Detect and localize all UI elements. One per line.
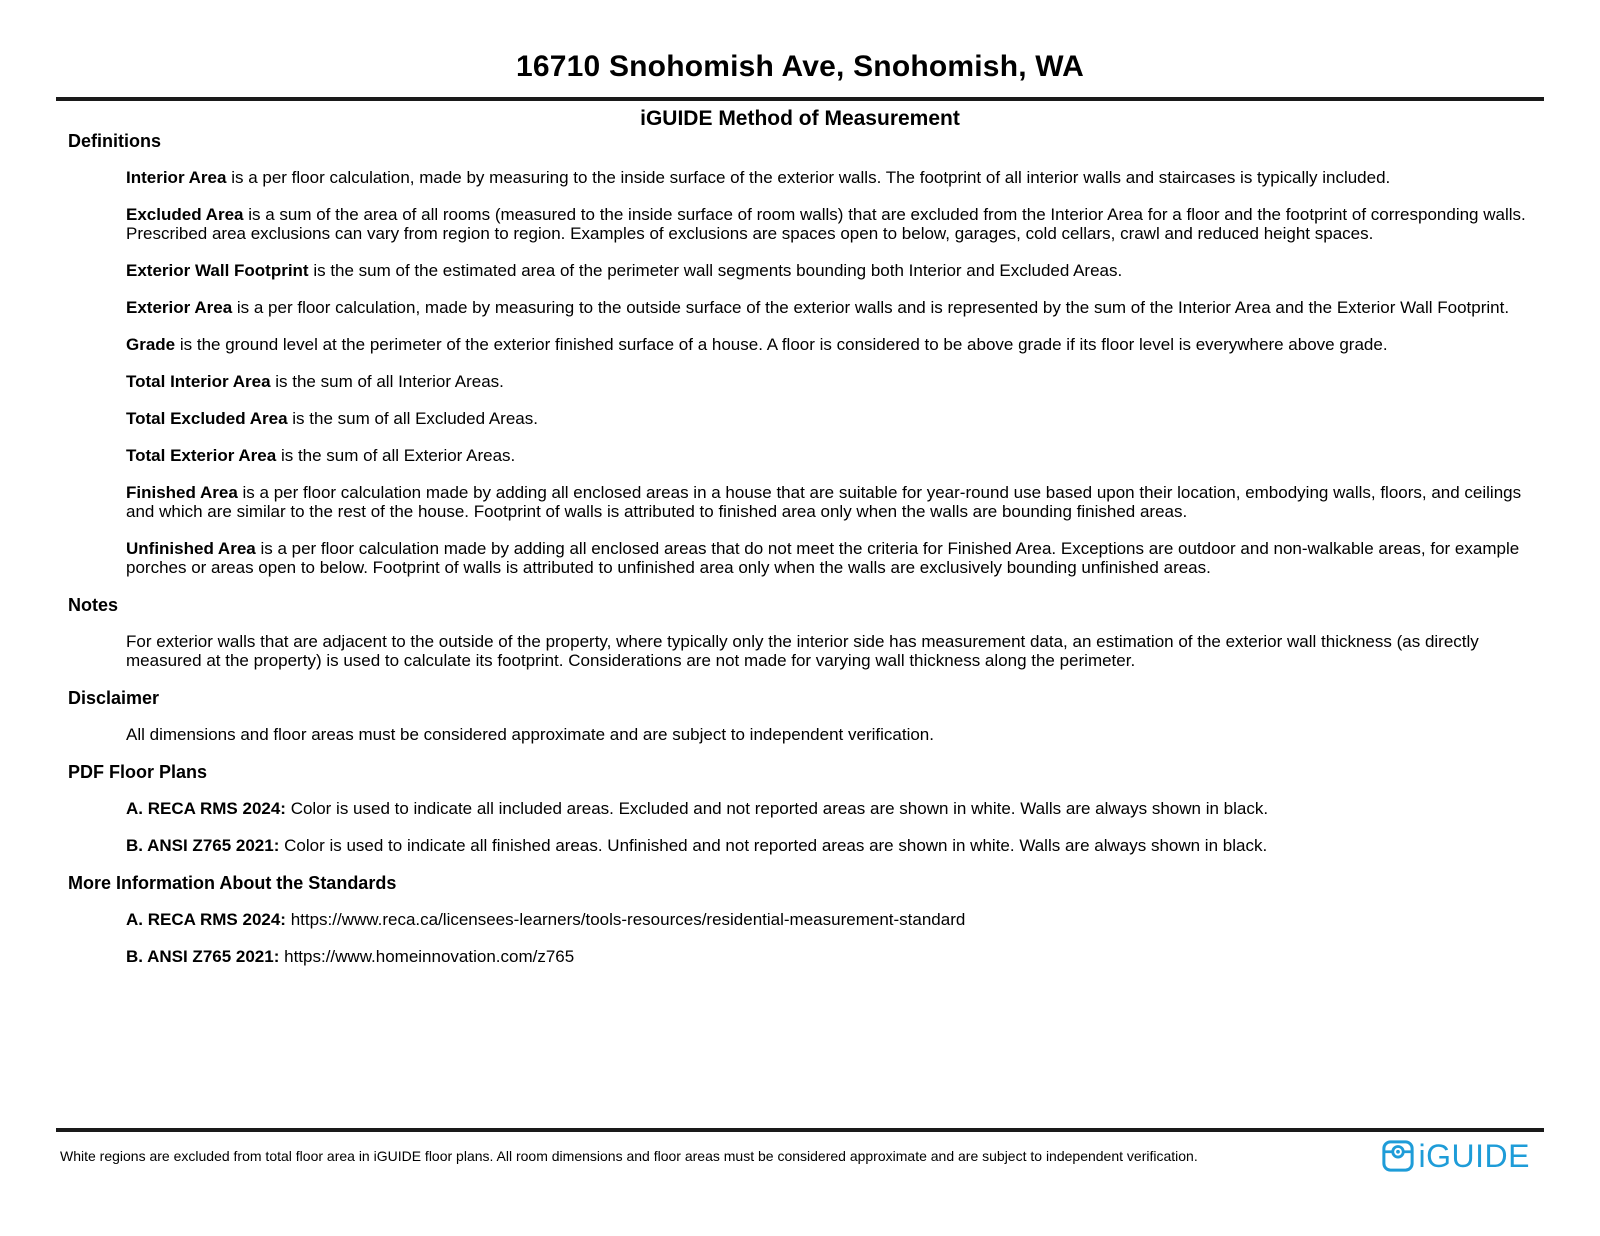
- paragraph-text: is the sum of all Exterior Areas.: [276, 446, 516, 465]
- paragraph-exterior-area: [126, 298, 1545, 317]
- footer-divider: [56, 1128, 1544, 1132]
- paragraph-text: is a per floor calculation made by adding all enclosed areas that do not meet the criteria for Finished Area. Exceptions are outdoor and non-walkable areas, for example porches or areas open to below. Footprint of walls is attributed to unfinished area only when the walls are exclusively bounding unfinished areas.: [126, 539, 1520, 577]
- section-definitions: [68, 131, 1545, 577]
- paragraph-notes: [126, 632, 1545, 670]
- paragraph-text: is the sum of all Interior Areas.: [270, 372, 504, 391]
- paragraph-total-exterior-area: [126, 446, 1545, 465]
- section-heading: More Information About the Standards: [68, 873, 397, 893]
- section-heading: Definitions: [68, 131, 161, 151]
- document-body: [68, 131, 1545, 966]
- section-notes: [68, 595, 1545, 670]
- paragraph-finished-area: [126, 483, 1545, 521]
- paragraph-text: is the sum of all Excluded Areas.: [287, 409, 538, 428]
- header-divider: [56, 97, 1544, 101]
- term-label: Total Exterior Area: [126, 446, 277, 465]
- paragraph-text: is a per floor calculation made by adding all enclosed areas in a house that are suitable for year-round use based upon their location, embodying walls, floors, and ceilings and which are similar to the rest of the house. Footprint of walls is attributed to finished area only when the walls are bounding finished areas.: [126, 483, 1522, 521]
- paragraph-text: All dimensions and floor areas must be considered approximate and are subject to independent verification.: [126, 725, 934, 744]
- camera-icon: [1382, 1140, 1414, 1172]
- paragraph-text: is a sum of the area of all rooms (measured to the inside surface of room walls) that are excluded from the Interior Area for a floor and the footprint of corresponding walls. Prescribed area exclusions can vary from region to region. Examples of exclusions are spaces open to below, garages, cold cellars, crawl and reduced height spaces.: [126, 205, 1526, 243]
- paragraph-reca-rms-url: [126, 910, 1545, 929]
- paragraph-grade: [126, 335, 1545, 354]
- section-pdf-floor-plans: [68, 762, 1545, 855]
- paragraph-interior-area: [126, 168, 1545, 187]
- standard-label: B. ANSI Z765 2021:: [126, 947, 280, 966]
- paragraph-reca-rms-colors: [126, 799, 1545, 818]
- standard-label: B. ANSI Z765 2021:: [126, 836, 280, 855]
- iguide-logo-text: iGUIDE: [1418, 1138, 1530, 1174]
- section-heading: Notes: [68, 595, 119, 615]
- term-label: Finished Area: [126, 483, 238, 502]
- standard-url: https://www.reca.ca/licensees-learners/tools-resources/residential-measurement-standard: [285, 910, 966, 929]
- section-heading: Disclaimer: [68, 688, 160, 708]
- term-label: Total Excluded Area: [126, 409, 288, 428]
- paragraph-text: is a per floor calculation, made by measuring to the inside surface of the exterior walls. The footprint of all interior walls and staircases is typically included.: [226, 168, 1391, 187]
- paragraph-ansi-z765-url: [126, 947, 1545, 966]
- standard-label: A. RECA RMS 2024:: [126, 799, 286, 818]
- section-disclaimer: [68, 688, 1545, 744]
- page-title: 16710 Snohomish Ave, Snohomish, WA: [515, 50, 1085, 83]
- paragraph-total-interior-area: [126, 372, 1545, 391]
- term-label: Grade: [126, 335, 176, 354]
- paragraph-text: is a per floor calculation, made by measuring to the outside surface of the exterior walls and is represented by the sum of the Interior Area and the Exterior Wall Footprint.: [232, 298, 1510, 317]
- term-label: Excluded Area: [126, 205, 244, 224]
- paragraph-exterior-wall-footprint: [126, 261, 1545, 280]
- paragraph-ansi-z765-colors: [126, 836, 1545, 855]
- term-label: Total Interior Area: [126, 372, 271, 391]
- term-label: Exterior Area: [126, 298, 233, 317]
- page-footer: [0, 1128, 1600, 1172]
- term-label: Unfinished Area: [126, 539, 256, 558]
- paragraph-disclaimer: [126, 725, 1545, 744]
- term-label: Exterior Wall Footprint: [126, 261, 309, 280]
- document-subtitle: iGUIDE Method of Measurement: [640, 107, 960, 130]
- section-heading: PDF Floor Plans: [68, 762, 208, 782]
- term-label: Interior Area: [126, 168, 227, 187]
- footer-disclaimer-note: White regions are excluded from total floor area in iGUIDE floor plans. All room dimensions and floor areas must be considered approximate and are subject to independent verification.: [60, 1147, 1198, 1164]
- standard-label: A. RECA RMS 2024:: [126, 910, 286, 929]
- paragraph-unfinished-area: [126, 539, 1545, 577]
- paragraph-text: is the ground level at the perimeter of the exterior finished surface of a house. A floor is considered to be above grade if its floor level is everywhere above grade.: [175, 335, 1388, 354]
- paragraph-excluded-area: [126, 205, 1545, 243]
- paragraph-text: For exterior walls that are adjacent to the outside of the property, where typically only the interior side has measurement data, an estimation of the exterior wall thickness (as directly measured at the property) is used to calculate its footprint. Considerations are not made for varying wall thickness along the perimeter.: [126, 632, 1479, 670]
- paragraph-total-excluded-area: [126, 409, 1545, 428]
- section-more-information: [68, 873, 1545, 966]
- standard-url: https://www.homeinnovation.com/z765: [279, 947, 575, 966]
- paragraph-text: Color is used to indicate all finished areas. Unfinished and not reported areas are shown in white. Walls are always shown in black.: [279, 836, 1268, 855]
- paragraph-text: Color is used to indicate all included areas. Excluded and not reported areas are shown in white. Walls are always shown in black.: [285, 799, 1269, 818]
- iguide-logo: [1382, 1140, 1530, 1172]
- paragraph-text: is the sum of the estimated area of the perimeter wall segments bounding both Interior and Excluded Areas.: [308, 261, 1123, 280]
